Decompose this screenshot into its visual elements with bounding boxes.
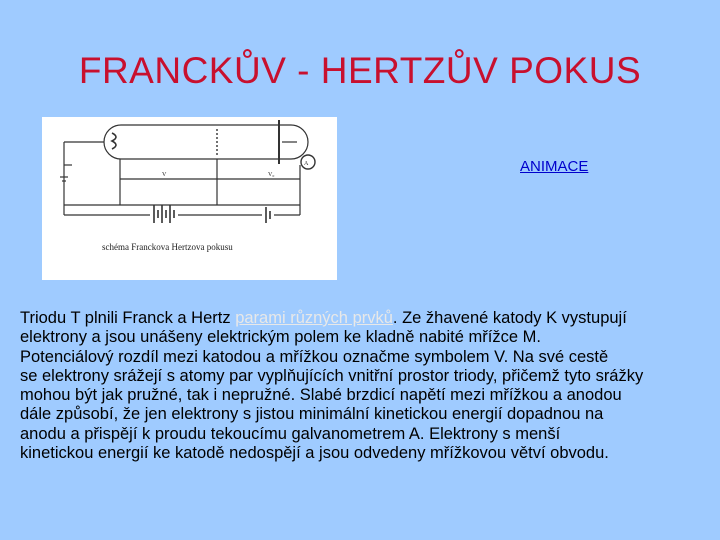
paragraph-text: dále způsobí, že jen elektrony s jistou minimální kinetickou energií dopadnou na — [20, 405, 604, 424]
element-vapors-link[interactable]: parami různých prvků — [235, 309, 393, 327]
paragraph-line — [20, 444, 710, 463]
circuit-diagram — [42, 117, 337, 280]
paragraph-text: mohou být jak pružné, tak i nepružné. Slabé brzdicí napětí mezi mřížkou a anodou — [20, 386, 622, 405]
apparatus-schematic — [42, 117, 337, 280]
paragraph-text: Triodu T plnili Franck a Hertz — [20, 309, 236, 327]
figure-caption: schéma Franckova Hertzova pokusu — [102, 242, 233, 252]
voltage-vo-label: V₀ — [268, 172, 275, 178]
animation-link[interactable]: ANIMACE — [520, 158, 589, 175]
voltage-v-label: V — [162, 172, 167, 178]
accelerating-battery — [154, 205, 174, 223]
retarding-battery — [266, 207, 270, 223]
cathode-filament — [112, 133, 116, 149]
description-paragraph — [20, 309, 710, 463]
paragraph-text: kinetickou energií ke katodě nedospějí a jsou odvedeny mřížkovou větví obvodu. — [20, 444, 609, 463]
slide-title: FRANCKŮV - HERTZŮV POKUS — [78, 50, 642, 91]
paragraph-text: elektrony a jsou unášeny elektrickým polem ke kladně nabité mřížce M. — [20, 328, 541, 347]
triode-tube — [104, 125, 308, 159]
paragraph-text: . Ze žhavené katody K vystupují — [392, 309, 627, 327]
paragraph-text: Potenciálový rozdíl mezi katodou a mřížkou označme symbolem V. Na své cestě — [20, 347, 609, 366]
galvanometer-label: A — [304, 161, 309, 167]
paragraph-line — [20, 367, 710, 386]
paragraph-line — [20, 309, 710, 328]
paragraph-text: se elektrony srážejí s atomy par vyplňujících vnitřní prostor triody, přičemž tyto srážky — [20, 366, 644, 385]
paragraph-line — [20, 405, 710, 424]
paragraph-text: anodu a přispějí k proudu tekoucímu galvanometrem A. Elektrony s menší — [20, 424, 561, 443]
paragraph-line — [20, 425, 710, 444]
paragraph-line — [20, 386, 710, 405]
paragraph-line — [20, 348, 710, 367]
paragraph-line — [20, 328, 710, 347]
